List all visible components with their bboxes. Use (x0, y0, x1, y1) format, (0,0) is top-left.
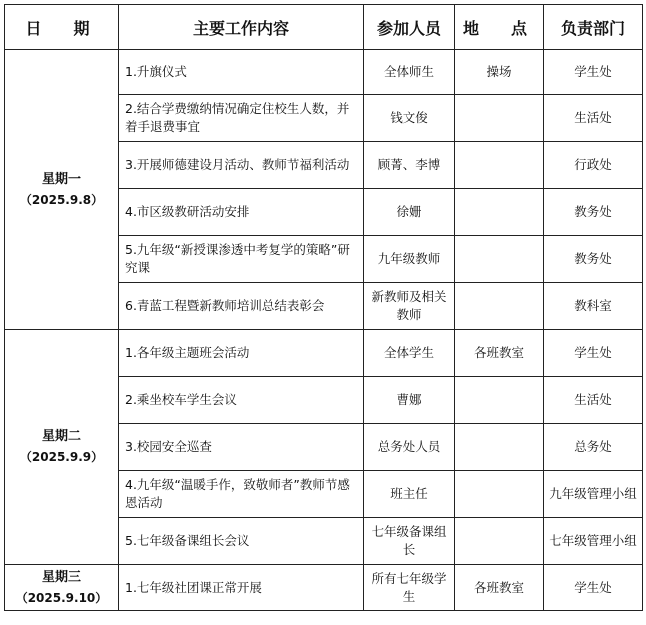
day-cell-monday (5, 50, 119, 330)
content-cell: 2.乘坐校车学生会议 (119, 377, 364, 424)
people-cell: 新教师及相关教师 (364, 283, 455, 330)
people-cell: 曹娜 (364, 377, 455, 424)
content-cell: 1.各年级主题班会活动 (119, 330, 364, 377)
table-row (5, 50, 643, 95)
content-cell: 5.九年级“新授课渗透中考复学的策略”研究课 (119, 236, 364, 283)
people-cell: 所有七年级学生 (364, 565, 455, 611)
header-row (5, 5, 643, 50)
people-cell: 顾菁、李博 (364, 142, 455, 189)
table-row (5, 330, 643, 377)
place-cell (455, 471, 544, 518)
dept-cell: 七年级管理小组 (544, 518, 643, 565)
place-cell (455, 377, 544, 424)
people-cell: 七年级备课组长 (364, 518, 455, 565)
dept-cell: 生活处 (544, 377, 643, 424)
people-cell: 全体学生 (364, 330, 455, 377)
content-cell: 2.结合学费缴纳情况确定住校生人数，并着手退费事宜 (119, 95, 364, 142)
day-date: （2025.9.8） (19, 192, 104, 207)
dept-cell: 学生处 (544, 565, 643, 611)
header-people: 参加人员 (364, 5, 455, 50)
day-cell-tuesday (5, 330, 119, 565)
people-cell: 九年级教师 (364, 236, 455, 283)
content-cell: 3.校园安全巡查 (119, 424, 364, 471)
dept-cell: 教务处 (544, 189, 643, 236)
place-cell: 各班教室 (455, 330, 544, 377)
people-cell: 班主任 (364, 471, 455, 518)
people-cell: 总务处人员 (364, 424, 455, 471)
header-dept: 负责部门 (544, 5, 643, 50)
table-row (5, 565, 643, 611)
place-cell (455, 236, 544, 283)
header-content: 主要工作内容 (119, 5, 364, 50)
content-cell: 3.开展师德建设月活动、教师节福利活动 (119, 142, 364, 189)
people-cell: 全体师生 (364, 50, 455, 95)
content-cell: 1.升旗仪式 (119, 50, 364, 95)
content-cell: 4.市区级教研活动安排 (119, 189, 364, 236)
dept-cell: 总务处 (544, 424, 643, 471)
dept-cell: 教务处 (544, 236, 643, 283)
place-cell: 各班教室 (455, 565, 544, 611)
place-cell (455, 283, 544, 330)
dept-cell: 教科室 (544, 283, 643, 330)
dept-cell: 行政处 (544, 142, 643, 189)
dept-cell: 九年级管理小组 (544, 471, 643, 518)
day-date: （2025.9.9） (19, 450, 104, 464)
people-cell: 徐姗 (364, 189, 455, 236)
day-name: 星期一 (41, 171, 81, 187)
weekly-schedule-table (4, 4, 643, 611)
content-cell: 6.青蓝工程暨新教师培训总结表彰会 (119, 283, 364, 330)
place-cell (455, 189, 544, 236)
dept-cell: 学生处 (544, 330, 643, 377)
dept-cell: 学生处 (544, 50, 643, 95)
place-cell (455, 142, 544, 189)
day-date: （2025.9.10） (15, 590, 108, 605)
content-cell: 1.七年级社团课正常开展 (119, 565, 364, 611)
day-name: 星期二 (41, 429, 81, 444)
place-cell (455, 95, 544, 142)
content-cell: 5.七年级备课组长会议 (119, 518, 364, 565)
day-cell-wednesday (5, 565, 119, 611)
people-cell: 钱文俊 (364, 95, 455, 142)
place-cell (455, 518, 544, 565)
place-cell (455, 424, 544, 471)
dept-cell: 生活处 (544, 95, 643, 142)
header-place: 地 点 (455, 5, 544, 50)
place-cell: 操场 (455, 50, 544, 95)
header-date: 日 期 (5, 5, 119, 50)
day-name: 星期三 (41, 569, 81, 585)
content-cell: 4.九年级“温暖手作，致敬师者”教师节感恩活动 (119, 471, 364, 518)
